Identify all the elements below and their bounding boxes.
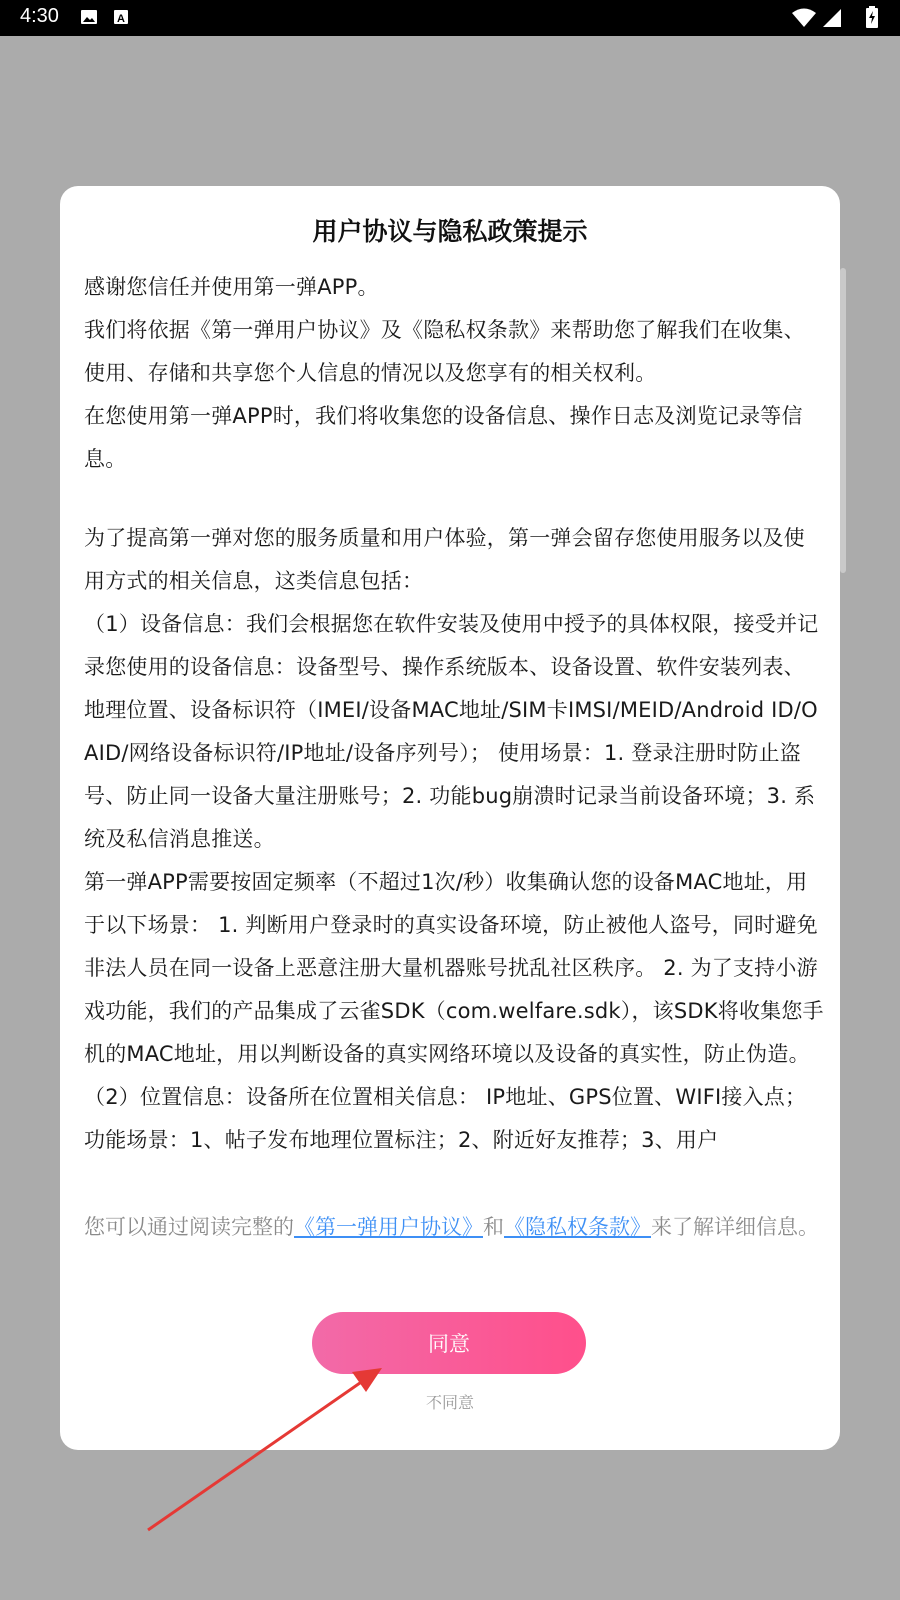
- policy-paragraph: 第一弹APP需要按固定频率（不超过1次/秒）收集确认您的设备MAC地址，用于以下场景： 1. 判断用户登录时的真实设备环境，防止被他人盗号，同时避免非法人员在同一设备上恶意注册大量机器账号扰乱社区秩序。 2. 为了支持小游戏功能，我们的产品集成了云雀SDK（com.welfare.sdk），该SDK将收集您手机的MAC地址，用以判断设备的真实网络环境以及设备的真实性，防止伪造。: [84, 870, 824, 1066]
- privacy-policy-link[interactable]: 《隐私权条款》: [504, 1215, 651, 1239]
- status-bar: [0, 0, 900, 36]
- disagree-button[interactable]: 不同意: [425, 1393, 474, 1412]
- policy-paragraph: （1）设备信息：我们会根据您在软件安装及使用中授予的具体权限，接受并记录您使用的设备信息：设备型号、操作系统版本、设备设置、软件安装列表、地理位置、设备标识符（IMEI/设备MAC地址/SIM卡IMSI/MEID/Android ID/OAID/网络设备标识符/IP地址/设备序列号）； 使用场景：1. 登录注册时防止盗号、防止同一设备大量注册账号；2. 功能bug崩溃时记录当前设备环境；3. 系统及私信消息推送。: [84, 612, 819, 851]
- battery-charging-icon: [866, 6, 878, 32]
- policy-paragraph: 为了提高第一弹对您的服务质量和用户体验，第一弹会留存您使用服务以及使用方式的相关信息，这类信息包括：: [84, 526, 805, 593]
- status-time: 4:30: [20, 5, 59, 27]
- wifi-icon: [792, 8, 816, 32]
- text-a-icon: [113, 8, 129, 30]
- footer-middle: 和: [483, 1215, 504, 1239]
- svg-text:A: A: [117, 13, 125, 25]
- footer-note: [84, 1206, 819, 1249]
- policy-paragraph: 感谢您信任并使用第一弹APP。: [84, 275, 379, 299]
- policy-paragraph-blank: [84, 481, 824, 517]
- dialog-title: 用户协议与隐私政策提示: [312, 217, 588, 246]
- footer-prefix: 您可以通过阅读完整的: [84, 1215, 294, 1239]
- user-agreement-link[interactable]: 《第一弹用户协议》: [294, 1215, 483, 1239]
- footer-suffix: 来了解详细信息。: [651, 1215, 819, 1239]
- policy-paragraph: 在您使用第一弹APP时，我们将收集您的设备信息、操作日志及浏览记录等信息。: [84, 404, 803, 471]
- policy-scroll-content[interactable]: [84, 266, 824, 1208]
- signal-icon: [822, 8, 842, 32]
- policy-paragraph: （2）位置信息：设备所在位置相关信息： IP地址、GPS位置、WIFI接入点；功能场景：1、帖子发布地理位置标注；2、附近好友推荐；3、用户: [84, 1085, 807, 1152]
- scrollbar-thumb[interactable]: [840, 268, 846, 573]
- privacy-dialog: [60, 186, 840, 1450]
- image-icon: [80, 8, 98, 30]
- agree-button[interactable]: 同意: [312, 1312, 586, 1374]
- policy-paragraph: 我们将依据《第一弹用户协议》及《隐私权条款》来帮助您了解我们在收集、使用、存储和共享您个人信息的情况以及您享有的相关权利。: [84, 318, 805, 385]
